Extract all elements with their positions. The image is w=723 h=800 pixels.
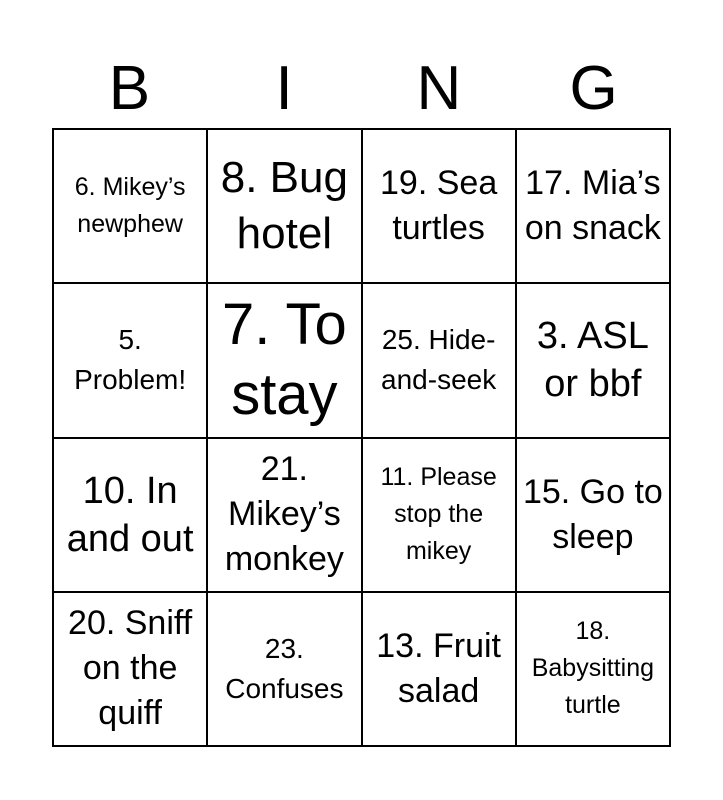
bingo-cell[interactable] [208,593,362,747]
bingo-header [52,50,671,128]
bingo-cell[interactable] [363,593,517,747]
bingo-cell[interactable] [517,284,671,438]
cell-text: 19. Sea turtles [380,164,498,248]
cell-text: 17. Mia’s on snack [524,164,661,248]
cell-text: 15. Go to sleep [522,472,663,556]
bingo-cell[interactable] [54,439,208,593]
bingo-cell[interactable] [363,130,517,284]
cell-text: 21. Mikey’s monkey [224,450,344,579]
cell-text: 7. To stay [222,292,347,428]
cell-text: 25. Hide-and-seek [381,324,497,396]
header-letter-n: N [416,54,462,123]
bingo-cell[interactable] [54,284,208,438]
cell-text: 11. Please stop the mikey [380,463,497,566]
cell-text: 3. ASL or bbf [536,315,649,406]
bingo-cell[interactable] [208,439,362,593]
bingo-cell[interactable] [208,284,362,438]
cell-text: 18. Babysitting turtle [531,617,655,720]
cell-text: 23. Confuses [225,632,344,704]
header-letter-i: I [275,54,293,123]
bingo-cell[interactable] [517,439,671,593]
cell-text: 5. Problem! [74,324,187,396]
bingo-cell[interactable] [363,439,517,593]
bingo-cell[interactable] [517,593,671,747]
cell-text: 10. In and out [66,469,194,560]
bingo-cell[interactable] [54,130,208,284]
bingo-cell[interactable] [54,593,208,747]
cell-text: 6. Mikey’s newphew [74,173,186,239]
header-letter-g: G [569,54,618,123]
cell-text: 20. Sniff on the quiff [68,604,193,733]
bingo-cell[interactable] [517,130,671,284]
bingo-board [52,128,671,747]
bingo-cell[interactable] [208,130,362,284]
cell-text: 8. Bug hotel [220,153,348,259]
cell-text: 13. Fruit salad [376,626,501,710]
header-letter-b: B [108,54,151,123]
bingo-cell[interactable] [363,284,517,438]
